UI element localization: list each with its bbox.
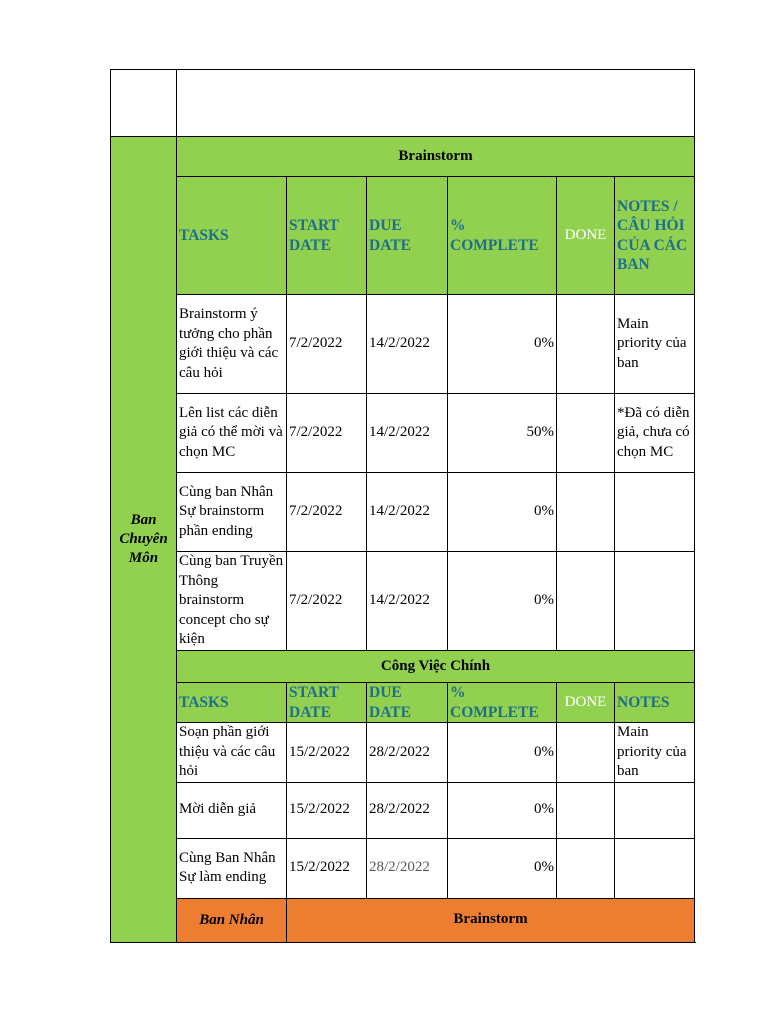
complete-cell: 0%: [448, 552, 557, 651]
section-title: Công Việc Chính: [177, 651, 695, 683]
task-cell: Lên list các diễn giả có thể mời và chọn MC: [177, 394, 287, 473]
task-cell: Cùng Ban Nhân Sự làm ending: [177, 838, 287, 898]
table-row: [111, 838, 695, 898]
due-date-cell: 28/2/2022: [367, 723, 448, 783]
due-date-cell: 14/2/2022: [367, 394, 448, 473]
task-cell: Cùng ban Truyền Thông brainstorm concept cho sự kiện: [177, 552, 287, 651]
section-title: Brainstorm: [177, 137, 695, 177]
table-row: [111, 782, 695, 838]
complete-cell: 0%: [448, 782, 557, 838]
due-date-cell: 14/2/2022: [367, 552, 448, 651]
notes-cell: [615, 782, 695, 838]
empty-top-row: [111, 70, 695, 137]
complete-cell: 0%: [448, 723, 557, 783]
start-date-cell: 15/2/2022: [287, 782, 367, 838]
complete-cell: 50%: [448, 394, 557, 473]
table-row: [111, 473, 695, 552]
group-label: Ban Chuyên Môn: [111, 137, 177, 943]
col-header-due-date: DUE DATE: [367, 683, 448, 723]
complete-cell: 0%: [448, 295, 557, 394]
start-date-cell: 7/2/2022: [287, 552, 367, 651]
table-row: [111, 723, 695, 783]
col-header-tasks: TASKS: [177, 683, 287, 723]
complete-cell: 0%: [448, 473, 557, 552]
start-date-cell: 7/2/2022: [287, 473, 367, 552]
empty-cell: [111, 70, 177, 137]
done-cell[interactable]: [557, 295, 615, 394]
col-header-notes: NOTES: [615, 683, 695, 723]
section-title: Brainstorm: [287, 898, 695, 942]
column-header-row: [111, 177, 695, 295]
due-date-cell: 28/2/2022: [367, 838, 448, 898]
empty-cell: [177, 70, 695, 137]
notes-cell: [615, 552, 695, 651]
notes-cell: Main priority của ban: [615, 723, 695, 783]
col-header-due-date: DUE DATE: [367, 177, 448, 295]
col-header-complete: % COMPLETE: [448, 683, 557, 723]
notes-cell: *Đã có diễn giả, chưa có chọn MC: [615, 394, 695, 473]
task-table: [110, 69, 695, 943]
done-cell[interactable]: [557, 394, 615, 473]
done-cell[interactable]: [557, 838, 615, 898]
notes-cell: [615, 473, 695, 552]
group-label: Ban Nhân: [177, 898, 287, 942]
section-title-row: [111, 651, 695, 683]
due-date-cell: 28/2/2022: [367, 782, 448, 838]
section-title-row: [111, 898, 695, 942]
table-row: [111, 295, 695, 394]
task-cell: Cùng ban Nhân Sự brainstorm phần ending: [177, 473, 287, 552]
table-row: [111, 552, 695, 651]
task-cell: Soạn phần giới thiệu và các câu hỏi: [177, 723, 287, 783]
start-date-cell: 7/2/2022: [287, 394, 367, 473]
due-date-cell: 14/2/2022: [367, 473, 448, 552]
done-cell[interactable]: [557, 723, 615, 783]
section-title-row: [111, 137, 695, 177]
col-header-done: DONE: [557, 683, 615, 723]
col-header-start-date: START DATE: [287, 683, 367, 723]
done-cell[interactable]: [557, 782, 615, 838]
col-header-done: DONE: [557, 177, 615, 295]
task-cell: Brainstorm ý tưởng cho phần giới thiệu và các câu hỏi: [177, 295, 287, 394]
start-date-cell: 15/2/2022: [287, 838, 367, 898]
col-header-tasks: TASKS: [177, 177, 287, 295]
complete-cell: 0%: [448, 838, 557, 898]
col-header-start-date: START DATE: [287, 177, 367, 295]
col-header-notes: NOTES / CÂU HỎI CỦA CÁC BAN: [615, 177, 695, 295]
notes-cell: [615, 838, 695, 898]
start-date-cell: 15/2/2022: [287, 723, 367, 783]
done-cell[interactable]: [557, 473, 615, 552]
due-date-cell: 14/2/2022: [367, 295, 448, 394]
table-row: [111, 394, 695, 473]
task-cell: Mời diễn giả: [177, 782, 287, 838]
col-header-complete: % COMPLETE: [448, 177, 557, 295]
done-cell[interactable]: [557, 552, 615, 651]
notes-cell: Main priority của ban: [615, 295, 695, 394]
column-header-row: [111, 683, 695, 723]
start-date-cell: 7/2/2022: [287, 295, 367, 394]
